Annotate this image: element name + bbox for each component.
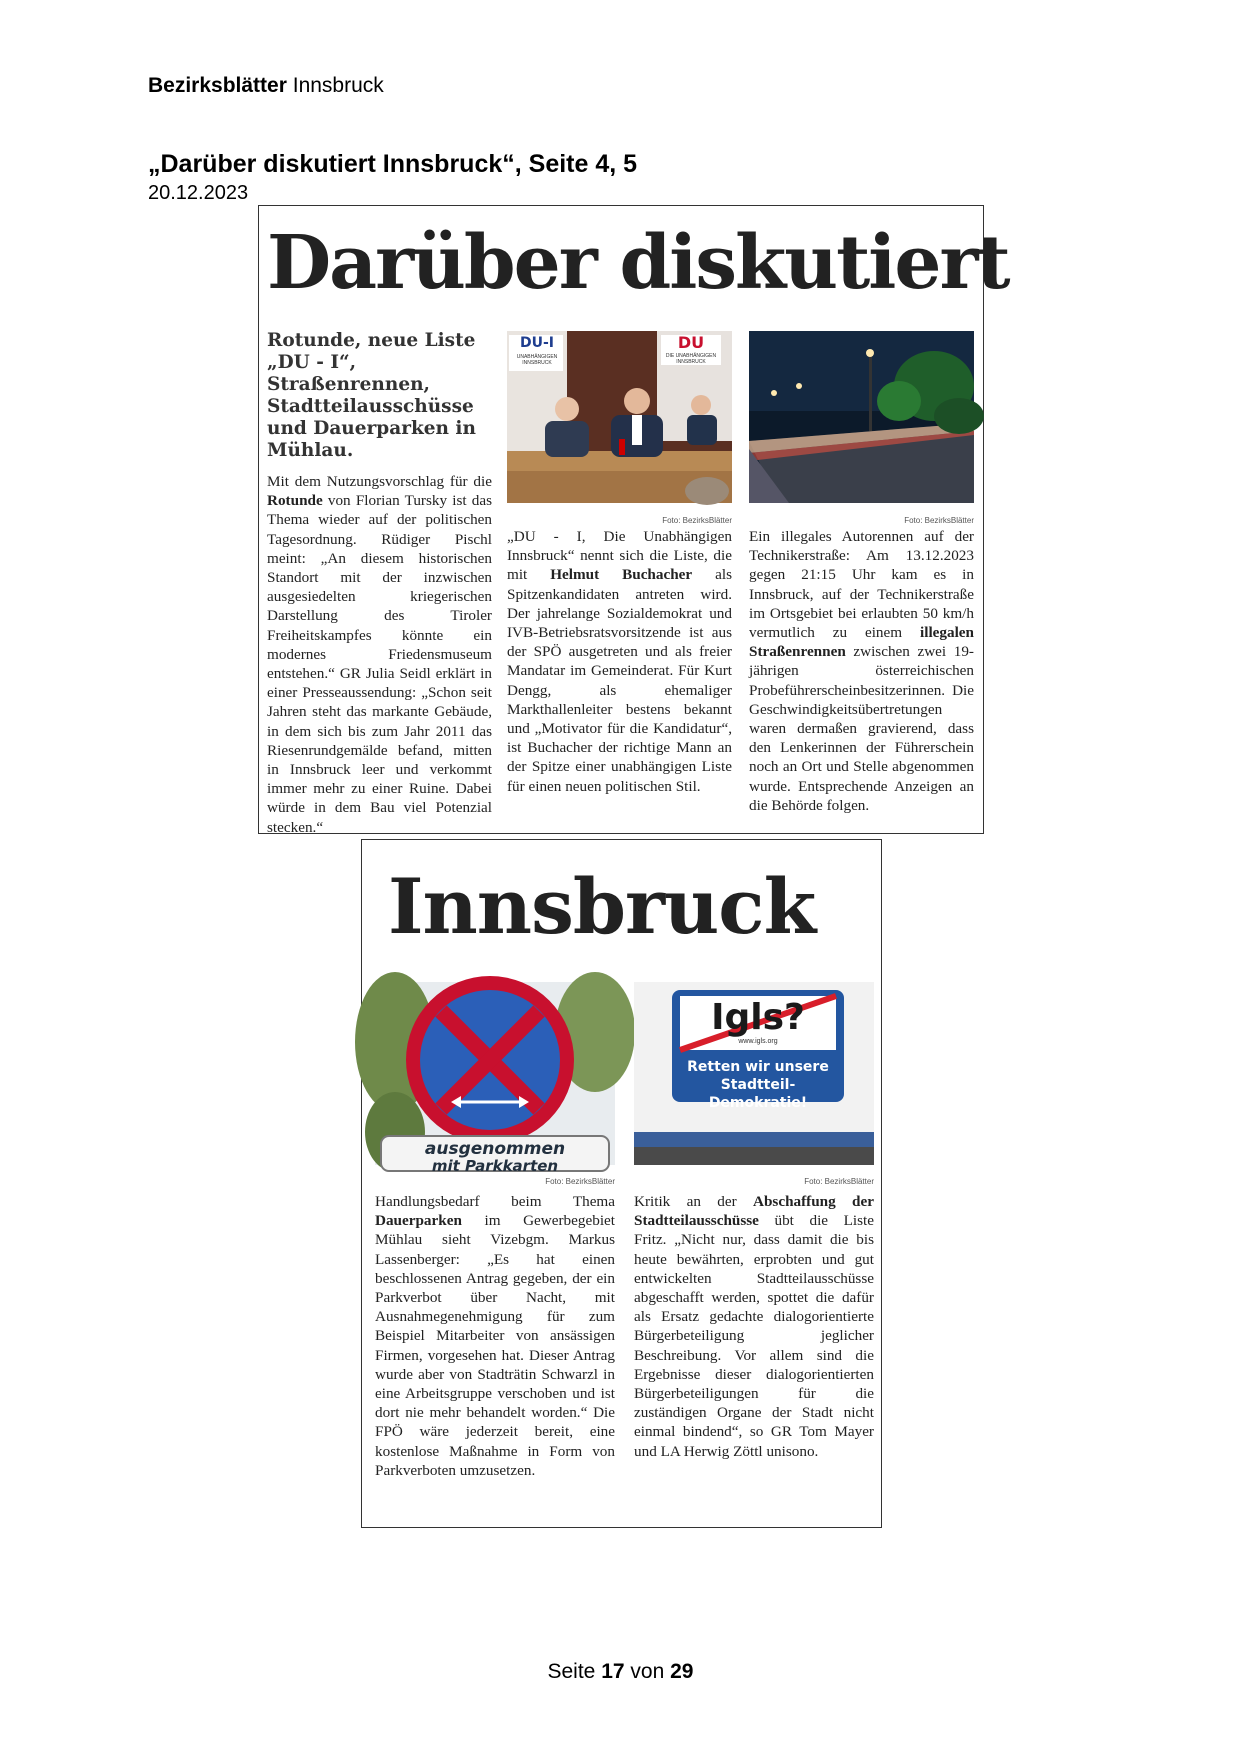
poster-left-subtitle: UNABHÄNGIGEN INNSBRUCK [516,354,558,366]
article-date: 20.12.2023 [148,182,249,204]
article-column-stadtteilausschuesse: Kritik an der Abschaffung der Stadtteilausschüsse übt die Liste Fritz. „Nicht nur, dass damit die bis heute bewährten, erprobten und gut entwickelten Stadtteilausschüsse abgeschafft werden, spottet die dafür als Ersatz gedachte dialogorientierte Bürgerbeteiligung jeglicher Beschreibung. Vor allem sind die Ergebnisse dieser dialogorientierten Bürgerbeteiligungen für die zuständigen Organe der Stadt nicht einmal bindend“, so GR Tom Mayer und LA Herwig Zöttl unisono. [634,1193,874,1460]
article-column-dauerparken: Handlungsbedarf beim Thema Dauerparken im Gewerbegebiet Mühlau sieht Vizebgm. Markus Lassenberger: „Es hat einen beschlossenen Antrag gegeben, der ein Parkverbot über Nacht, mit Ausnahmegenehmigung für zum Beispiel Mitarbeiter von ansässigen Firmen, vorgesehen hat. Dieser Antrag wurde aber von Stadträtin Schwarzl in eine Arbeitsgruppe verschoben und ist dort nie mehr behandelt worden.“ Die FPÖ wäre jederzeit bereit, eine kostenlose Maßnahme in Form von Parkverboten umzusetzen. [375,1193,615,1479]
parking-sign-photo [375,982,615,1175]
article-column-rotunde: Mit dem Nutzungsvorschlag für die Rotunde von Florian Tursky ist das Thema wieder auf der politischen Tagesordnung. Rüdiger Pischl meint: „An diesem historischen Standort mit der inzwischen ausgesiedelten kriegerischen Darstellung des Tiroler Freiheitskampfes könnte ein modernes Friedensmuseum entstehen.“ GR Julia Seidl erklärt in einer Presseaussendung: „Schon seit Jahren steht das markante Gebäude, in dem sich bis zum Jahr 2011 das Riesenrundgemälde befand, mitten in Innsbruck leer und verkommt immer mehr zu einer Ruine. Dabei würde in dem Bau viel Potenzial stecken.“ [267,473,492,836]
poster-right-logo: DU [677,333,705,352]
photo-credit: Foto: BezirksBlätter [904,516,974,525]
sign-line-1: Retten wir unsere [687,1059,829,1075]
sign-url: www.igls.org [738,1038,778,1045]
article-title: „Darüber diskutiert Innsbruck“, Seite 4, 5 [148,150,638,178]
igls-sticker-photo [634,982,874,1165]
newspaper-clipping-2 [361,839,882,1528]
clipping-lead: Rotunde, neue Liste „DU - I“, Straßenrennen, Stadtteilausschüsse und Dauerparken in Mühlau. [267,330,476,461]
page-footer: Seite 17 von 29 [547,1660,694,1683]
clipping-headline: Innsbruck [388,862,816,951]
night-street-illustration [749,331,974,503]
article-column-du-i: „DU - I, Die Unabhängigen Innsbruck“ nennt sich die Liste, die mit Helmut Buchacher als Spitzenkandidaten antreten wird. Der jahrelange Sozialdemokrat und IVB-Betriebsratsvorsitzende ist aus der SPÖ ausgetreten und als freier Mandatar im Gemeinderat. Für Kurt Dengg, als ehemaliger Markthallenleiter bestens bekannt und „Motivator für die Kandidatur“, ist Buchacher der richtige Mann an der Spitze einer unabhängigen Liste für einen neuen politischen Stil. [507,528,732,795]
sign-text-ausgenommen: ausgenommen [424,1139,566,1159]
poster-left-logo: DU-I [519,335,554,351]
sign-text-parkkarten: mit Parkkarten [431,1157,559,1175]
sign-title-igls: Igls? [711,997,805,1038]
page-current: 17 [601,1660,625,1683]
photo-credit: Foto: BezirksBlätter [662,516,732,525]
no-stopping-sign-illustration [375,982,615,1165]
night-street-photo [749,331,974,503]
newspaper-clipping-1 [258,205,1009,836]
sign-line-2: Stadtteil-Demokratie! [708,1077,808,1111]
clipping-headline: Darüber diskutiert [267,220,1009,306]
publication-region: Innsbruck [292,74,384,97]
article-column-strassenrennen: Ein illegales Autorennen auf der Technikerstraße: Am 13.12.2023 gegen 21:15 Uhr kam es in Innsbruck, auf der Technikerstraße im Ortsgebiet bei erlaubten 50 km/h vermutlich zu einem illegalen Straßenrennen zwischen zwei 19-jährigen österreichischen Probeführerscheinbesitzerinnen. Die Geschwindigkeitsübertretungen waren dermaßen gravierend, dass den Lenkerinnen der Führerschein noch an Ort und Stelle abgenommen wurde. Entsprechende Anzeigen an die Behörde folgen. [749,528,974,814]
poster-right-subtitle: DIE UNABHÄNGIGEN INNSBRUCK [665,353,717,365]
publication-name [148,74,384,98]
photo-credit: Foto: BezirksBlätter [804,1177,874,1186]
press-conference-photo [507,331,732,503]
photo-credit: Foto: BezirksBlätter [545,1177,615,1186]
publication-bold: Bezirksblätter [148,74,287,97]
page-total: 29 [670,1660,694,1683]
